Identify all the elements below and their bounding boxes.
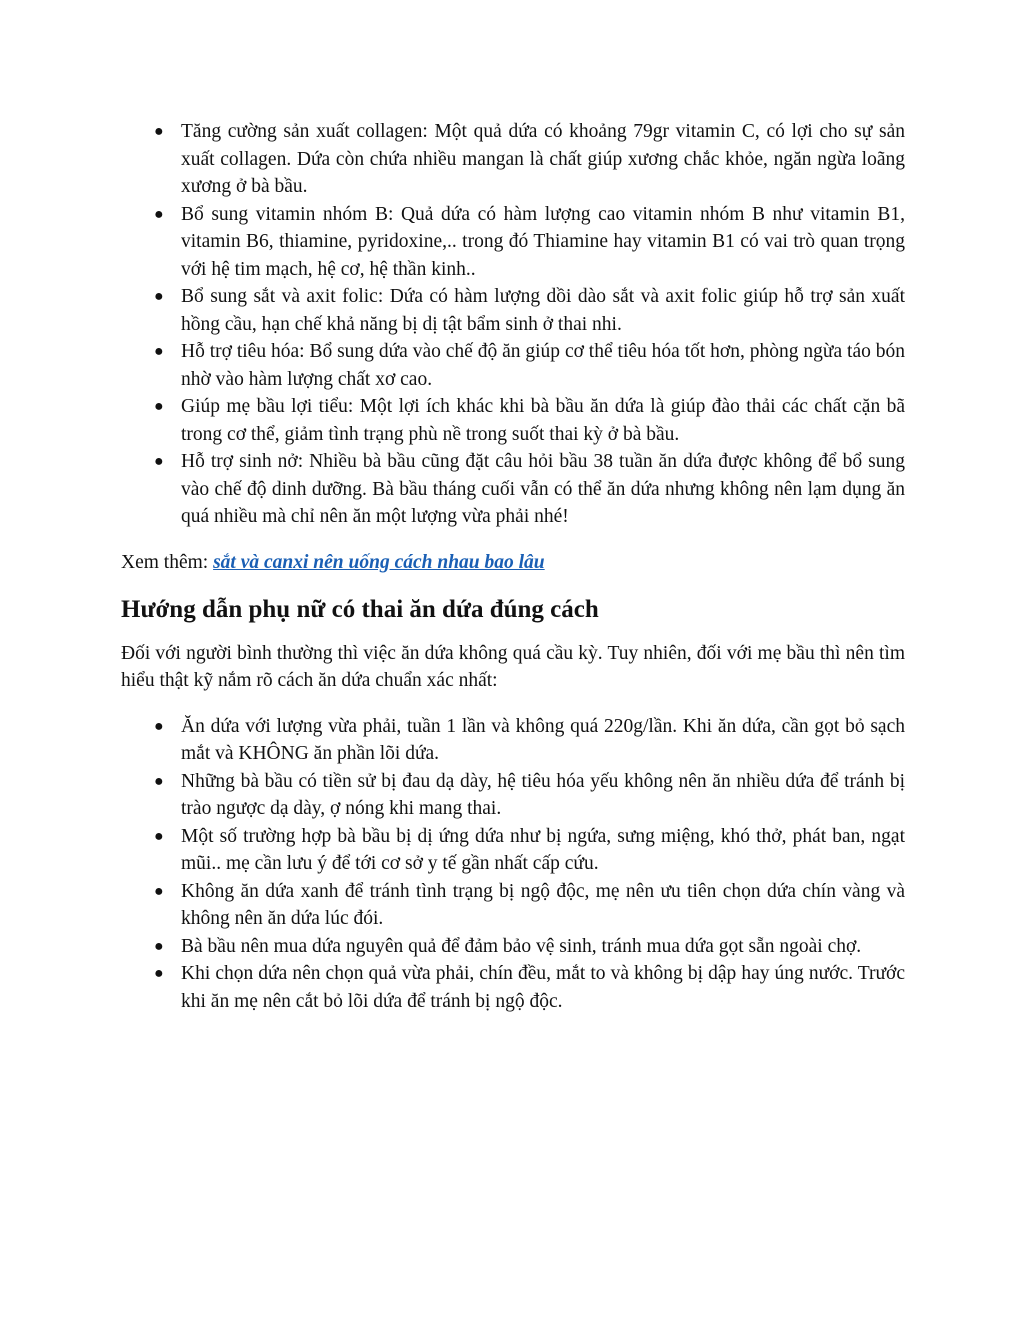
bullet-icon: ● bbox=[154, 398, 164, 415]
list-item-text: Hỗ trợ tiêu hóa: Bổ sung dứa vào chế độ ăn giúp cơ thể tiêu hóa tốt hơn, phòng ngừa táo bón nhờ vào hàm lượng chất xơ cao. bbox=[181, 341, 905, 390]
list-item-text: Bà bầu nên mua dứa nguyên quả để đảm bảo vệ sinh, tránh mua dứa gọt sẵn ngoài chợ. bbox=[181, 935, 862, 957]
list-item-text: Khi chọn dứa nên chọn quả vừa phải, chín đều, mắt to và không bị dập hay úng nước. Trước khi ăn mẹ nên cắt bỏ lõi dứa để tránh bị ngộ độc. bbox=[181, 963, 905, 1012]
bullet-icon: ● bbox=[154, 827, 164, 845]
bullet-icon: ● bbox=[154, 882, 164, 900]
list-item-text: Giúp mẹ bầu lợi tiểu: Một lợi ích khác khi bà bầu ăn dứa là giúp đào thải các chất cặn bã trong cơ thể, giảm tình trạng phù nề trong suốt thai kỳ ở bà bầu. bbox=[181, 396, 905, 445]
list-item bbox=[121, 338, 905, 393]
list-item-text: Hỗ trợ sinh nở: Nhiều bà bầu cũng đặt câu hỏi bầu 38 tuần ăn dứa được không để bổ sung vào chế độ dinh dưỡng. Bà bầu tháng cuối vẫn có thể ăn dứa nhưng không nên lạm dụng ăn quá nhiều mà chỉ nên ăn một lượng vừa phải nhé! bbox=[181, 451, 905, 527]
list-item bbox=[121, 118, 905, 201]
see-more-line bbox=[121, 549, 905, 576]
bullet-icon: ● bbox=[154, 453, 164, 470]
list-item bbox=[121, 768, 905, 823]
list-item bbox=[121, 448, 905, 531]
list-item-text: Ăn dứa với lượng vừa phải, tuần 1 lần và không quá 220g/lần. Khi ăn dứa, cần gọt bỏ sạch mắt và KHÔNG ăn phần lõi dứa. bbox=[181, 715, 905, 764]
list-item-text: Một số trường hợp bà bầu bị dị ứng dứa như bị ngứa, sưng miệng, khó thở, phát ban, ngạt mũi.. mẹ cần lưu ý để tới cơ sở y tế gần nhất cấp cứu. bbox=[181, 825, 905, 874]
bullet-icon: ● bbox=[154, 965, 164, 982]
list-item-text: Tăng cường sản xuất collagen: Một quả dứa có khoảng 79gr vitamin C, có lợi cho sự sản xuất collagen. Dứa còn chứa nhiều mangan là chất giúp xương chắc khỏe, ngăn ngừa loãng xương ở bà bầu. bbox=[181, 121, 905, 197]
list-item bbox=[121, 283, 905, 338]
bullet-icon: ● bbox=[154, 205, 164, 223]
tips-list bbox=[121, 713, 905, 1016]
see-more-link[interactable]: sắt và canxi nên uống cách nhau bao lâu bbox=[213, 551, 545, 573]
list-item bbox=[121, 823, 905, 878]
section-heading: Hướng dẫn phụ nữ có thai ăn dứa đúng cách bbox=[121, 595, 599, 623]
benefits-list bbox=[121, 118, 905, 531]
list-item bbox=[121, 878, 905, 933]
list-item bbox=[121, 713, 905, 768]
list-item bbox=[121, 960, 905, 1015]
section-intro: Đối với người bình thường thì việc ăn dứa không quá cầu kỳ. Tuy nhiên, đối với mẹ bầu thì nên tìm hiểu thật kỹ nắm rõ cách ăn dứa chuẩn xác nhất: bbox=[121, 642, 905, 691]
list-item bbox=[121, 393, 905, 448]
list-item-text: Không ăn dứa xanh để tránh tình trạng bị ngộ độc, mẹ nên ưu tiên chọn dứa chín vàng và không nên ăn dứa lúc đói. bbox=[181, 880, 905, 929]
list-item bbox=[121, 933, 905, 961]
document-page bbox=[121, 118, 905, 1015]
list-item bbox=[121, 201, 905, 284]
list-item-text: Những bà bầu có tiền sử bị đau dạ dày, hệ tiêu hóa yếu không nên ăn nhiều dứa để tránh bị trào ngược dạ dày, ợ nóng khi mang thai. bbox=[181, 770, 905, 819]
bullet-icon: ● bbox=[154, 288, 164, 305]
bullet-icon: ● bbox=[154, 343, 164, 360]
bullet-icon: ● bbox=[154, 717, 164, 735]
see-more-label: Xem thêm: bbox=[121, 551, 214, 573]
list-item-text: Bổ sung vitamin nhóm B: Quả dứa có hàm lượng cao vitamin nhóm B như vitamin B1, vitamin B6, thiamine, pyridoxine,.. trong đó Thiamine hay vitamin B1 có vai trò quan trọng với hệ tim mạch, hệ cơ, hệ thần kinh.. bbox=[181, 203, 905, 280]
bullet-icon: ● bbox=[154, 123, 164, 140]
list-item-text: Bổ sung sắt và axit folic: Dứa có hàm lượng dồi dào sắt và axit folic giúp hỗ trợ sản xuất hồng cầu, hạn chế khả năng bị dị tật bẩm sinh ở thai nhi. bbox=[181, 286, 905, 335]
bullet-icon: ● bbox=[154, 772, 164, 790]
bullet-icon: ● bbox=[154, 937, 164, 955]
